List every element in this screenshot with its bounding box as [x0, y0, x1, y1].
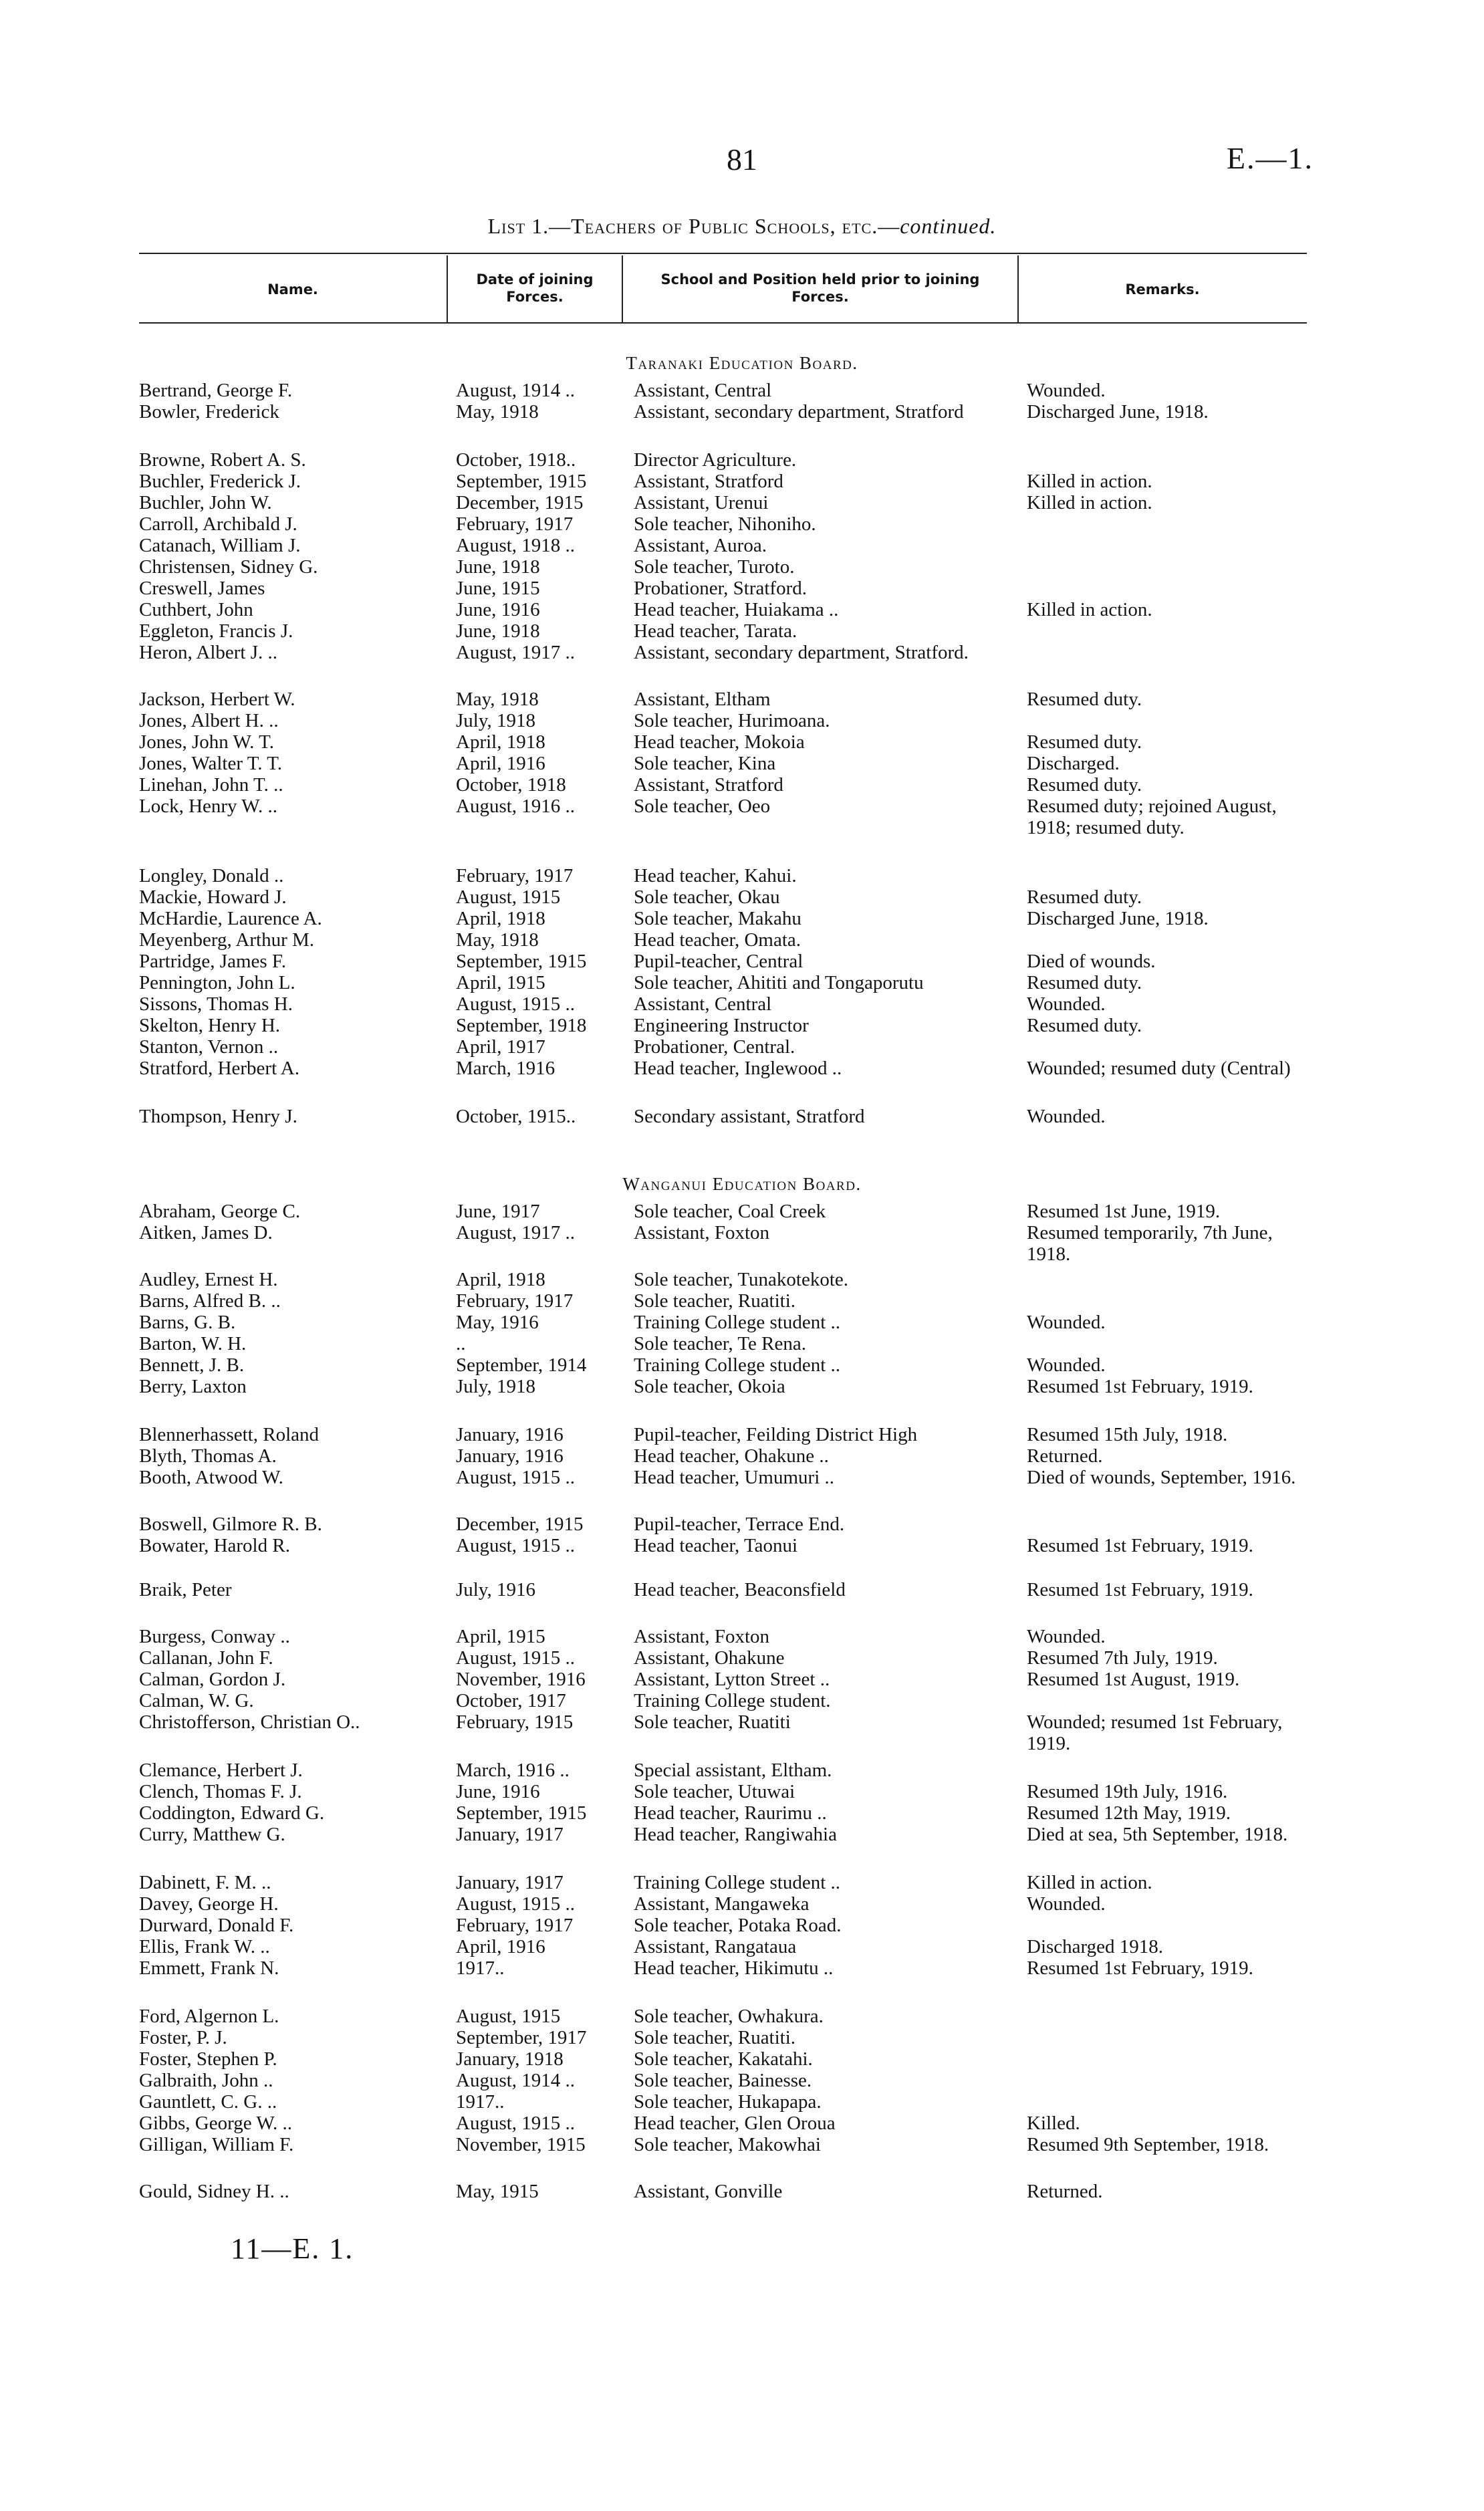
cell-date: May, 1916: [456, 1312, 539, 1333]
cell-date: August, 1918 ..: [456, 535, 576, 556]
column-header-name: Name.: [267, 281, 318, 297]
cell-date: November, 1915: [456, 2134, 586, 2155]
cell-date: August, 1916 ..: [456, 796, 576, 817]
cell-name: Meyenberg, Arthur M.: [139, 929, 315, 951]
cell-name: Calman, Gordon J.: [139, 1669, 286, 1690]
cell-date: October, 1917: [456, 1690, 566, 1711]
cell-date: August, 1915 ..: [456, 993, 576, 1015]
cell-name: Coddington, Edward G.: [139, 1802, 325, 1824]
cell-remarks: Wounded; resumed duty (Central): [1027, 1058, 1291, 1079]
cell-remarks: Resumed duty; rejoined August, 1918; resumed duty.: [1027, 796, 1277, 838]
cell-school: Head teacher, Ohakune ..: [634, 1445, 829, 1467]
cell-name: Jones, Walter T. T.: [139, 753, 283, 774]
cell-school: Assistant, secondary department, Stratford: [634, 401, 964, 423]
cell-school: Sole teacher, Okau: [634, 886, 780, 908]
cell-name: Calman, W. G.: [139, 1690, 254, 1711]
cell-remarks: Killed in action.: [1027, 492, 1152, 513]
cell-name: Ford, Algernon L.: [139, 2006, 279, 2027]
cell-school: Sole teacher, Ruatiti.: [634, 1290, 796, 1312]
cell-date: January, 1916: [456, 1424, 564, 1445]
cell-school: Assistant, Mangaweka: [634, 1893, 810, 1915]
column-header-date: [448, 271, 622, 306]
cell-school: Assistant, Central: [634, 993, 772, 1015]
cell-school: Assistant, Eltham: [634, 689, 771, 710]
list-title-main: List 1.—Teachers of Public Schools, etc.—: [487, 214, 900, 238]
cell-school: Head teacher, Raurimu ..: [634, 1802, 827, 1824]
cell-name: Gibbs, George W. ..: [139, 2113, 293, 2134]
cell-date: September, 1915: [456, 951, 587, 972]
page-number: 81: [727, 142, 757, 176]
cell-name: Bowater, Harold R.: [139, 1535, 290, 1556]
cell-remarks: Resumed duty.: [1027, 774, 1142, 796]
cell-school: Assistant, Urenui: [634, 492, 769, 513]
cell-remarks: Resumed 1st February, 1919.: [1027, 1579, 1253, 1600]
cell-date: January, 1917: [456, 1872, 564, 1893]
cell-school: Sole teacher, Coal Creek: [634, 1201, 826, 1222]
cell-school: Training College student ..: [634, 1312, 841, 1333]
cell-date: August, 1915: [456, 886, 561, 908]
cell-school: Probationer, Central.: [634, 1036, 795, 1058]
cell-date: February, 1917: [456, 1915, 574, 1936]
cell-school: Training College student ..: [634, 1354, 841, 1376]
cell-school: Sole teacher, Hukapapa.: [634, 2091, 822, 2113]
cell-remarks: Resumed duty.: [1027, 689, 1142, 710]
cell-date: April, 1916: [456, 753, 545, 774]
cell-school: Assistant, Stratford: [634, 471, 783, 492]
cell-date: November, 1916: [456, 1669, 586, 1690]
cell-date: February, 1917: [456, 1290, 574, 1312]
cell-remarks: Returned.: [1027, 1445, 1103, 1467]
cell-remarks: Resumed 1st August, 1919.: [1027, 1669, 1240, 1690]
cell-name: Linehan, John T. ..: [139, 774, 283, 796]
cell-school: Probationer, Stratford.: [634, 578, 807, 599]
cell-date: June, 1915: [456, 578, 540, 599]
cell-name: Barton, W. H.: [139, 1333, 247, 1354]
cell-name: Catanach, William J.: [139, 535, 301, 556]
cell-remarks: Resumed 15th July, 1918.: [1027, 1424, 1228, 1445]
cell-name: Boswell, Gilmore R. B.: [139, 1514, 322, 1535]
column-header-date-line1: Date of joining: [476, 271, 594, 287]
cell-date: June, 1918: [456, 556, 540, 578]
cell-name: Gilligan, William F.: [139, 2134, 294, 2155]
cell-remarks: Resumed duty.: [1027, 1015, 1142, 1036]
cell-date: August, 1915 ..: [456, 2113, 576, 2134]
cell-name: Longley, Donald ..: [139, 865, 284, 886]
cell-school: Head teacher, Rangiwahia: [634, 1824, 837, 1845]
cell-school: Sole teacher, Ahititi and Tongaporutu: [634, 972, 924, 993]
cell-school: Secondary assistant, Stratford: [634, 1106, 865, 1127]
cell-name: Foster, P. J.: [139, 2027, 227, 2048]
cell-date: April, 1916: [456, 1936, 545, 1957]
cell-name: Dabinett, F. M. ..: [139, 1872, 271, 1893]
cell-date: September, 1918: [456, 1015, 587, 1036]
cell-remarks: Resumed 1st February, 1919.: [1027, 1535, 1253, 1556]
cell-date: September, 1915: [456, 1802, 587, 1824]
cell-date: August, 1915 ..: [456, 1535, 576, 1556]
cell-date: September, 1917: [456, 2027, 587, 2048]
cell-date: August, 1914 ..: [456, 2070, 576, 2091]
cell-name: Buchler, John W.: [139, 492, 272, 513]
cell-remarks: Resumed 1st February, 1919.: [1027, 1376, 1253, 1397]
cell-name: Ellis, Frank W. ..: [139, 1936, 270, 1957]
cell-school: Sole teacher, Kakatahi.: [634, 2048, 813, 2070]
cell-name: Blyth, Thomas A.: [139, 1445, 277, 1467]
cell-name: Foster, Stephen P.: [139, 2048, 277, 2070]
column-header-remarks: Remarks.: [1125, 281, 1200, 297]
cell-school: Assistant, Central: [634, 380, 772, 401]
cell-name: Eggleton, Francis J.: [139, 620, 293, 642]
cell-school: Head teacher, Huiakama ..: [634, 599, 839, 620]
cell-date: August, 1917 ..: [456, 1222, 576, 1243]
cell-name: Audley, Ernest H.: [139, 1269, 278, 1290]
cell-school: Assistant, Gonville: [634, 2181, 783, 2202]
cell-name: Callanan, John F.: [139, 1647, 273, 1669]
cell-school: Sole teacher, Tunakotekote.: [634, 1269, 848, 1290]
cell-school: Head teacher, Omata.: [634, 929, 801, 951]
cell-date: August, 1915 ..: [456, 1647, 576, 1669]
cell-date: April, 1915: [456, 1626, 545, 1647]
cell-school: Assistant, Foxton: [634, 1222, 770, 1243]
list-title-continued: continued.: [900, 214, 997, 238]
cell-school: Sole teacher, Ruatiti: [634, 1711, 791, 1733]
cell-remarks: Discharged June, 1918.: [1027, 908, 1209, 929]
cell-date: September, 1914: [456, 1354, 587, 1376]
cell-date: June, 1918: [456, 620, 540, 642]
cell-name: Jones, Albert H. ..: [139, 710, 279, 731]
cell-name: Stanton, Vernon ..: [139, 1036, 279, 1058]
cell-date: February, 1917: [456, 865, 574, 886]
cell-school: Sole teacher, Bainesse.: [634, 2070, 812, 2091]
cell-school: Sole teacher, Utuwai: [634, 1781, 795, 1802]
cell-school: Director Agriculture.: [634, 449, 797, 471]
cell-date: October, 1918..: [456, 449, 576, 471]
cell-name: Curry, Matthew G.: [139, 1824, 285, 1845]
cell-remarks: Died of wounds, September, 1916.: [1027, 1467, 1296, 1488]
cell-date: April, 1915: [456, 972, 545, 993]
cell-name: Galbraith, John ..: [139, 2070, 273, 2091]
cell-school: Assistant, Lytton Street ..: [634, 1669, 830, 1690]
cell-school: Assistant, secondary department, Stratford.: [634, 642, 969, 663]
cell-name: Cuthbert, John: [139, 599, 253, 620]
cell-remarks: Discharged June, 1918.: [1027, 401, 1209, 423]
cell-remarks: Discharged.: [1027, 753, 1120, 774]
cell-school: Sole teacher, Makowhai: [634, 2134, 821, 2155]
cell-date: July, 1916: [456, 1579, 535, 1600]
cell-date: May, 1915: [456, 2181, 539, 2202]
table-top-rule: [139, 253, 1307, 254]
cell-remarks: Resumed duty.: [1027, 731, 1142, 753]
document-reference: E.—1.: [1226, 141, 1314, 175]
cell-name: Mackie, Howard J.: [139, 886, 287, 908]
cell-remarks: Returned.: [1027, 2181, 1103, 2202]
cell-remarks: Wounded.: [1027, 1106, 1106, 1127]
cell-date: 1917..: [456, 1957, 505, 1979]
cell-name: Gould, Sidney H. ..: [139, 2181, 289, 2202]
cell-name: Abraham, George C.: [139, 1201, 301, 1222]
cell-date: March, 1916 ..: [456, 1760, 570, 1781]
cell-school: Training College student.: [634, 1690, 831, 1711]
cell-remarks: Resumed 7th July, 1919.: [1027, 1647, 1218, 1669]
cell-date: January, 1918: [456, 2048, 564, 2070]
cell-remarks: Resumed 1st February, 1919.: [1027, 1957, 1253, 1979]
cell-school: Sole teacher, Potaka Road.: [634, 1915, 842, 1936]
cell-name: Heron, Albert J. ..: [139, 642, 277, 663]
cell-name: Lock, Henry W. ..: [139, 796, 277, 817]
cell-date: February, 1915: [456, 1711, 574, 1733]
cell-school: Assistant, Auroa.: [634, 535, 767, 556]
cell-date: June, 1917: [456, 1201, 540, 1222]
cell-remarks: Died of wounds.: [1027, 951, 1156, 972]
cell-remarks: Wounded.: [1027, 993, 1106, 1015]
cell-school: Head teacher, Tarata.: [634, 620, 797, 642]
cell-remarks: Wounded.: [1027, 380, 1106, 401]
cell-date: December, 1915: [456, 1514, 584, 1535]
cell-remarks: Killed.: [1027, 2113, 1080, 2134]
cell-date: August, 1915: [456, 2006, 561, 2027]
cell-name: Jones, John W. T.: [139, 731, 274, 753]
cell-name: Barns, Alfred B. ..: [139, 1290, 281, 1312]
cell-date: April, 1918: [456, 908, 545, 929]
cell-date: August, 1914 ..: [456, 380, 576, 401]
cell-name: Gauntlett, C. G. ..: [139, 2091, 277, 2113]
cell-school: Head teacher, Inglewood ..: [634, 1058, 842, 1079]
cell-date: January, 1917: [456, 1824, 564, 1845]
cell-date: April, 1918: [456, 731, 545, 753]
cell-name: Pennington, John L.: [139, 972, 295, 993]
cell-date: October, 1918: [456, 774, 566, 796]
cell-name: Aitken, James D.: [139, 1222, 273, 1243]
cell-date: April, 1917: [456, 1036, 545, 1058]
cell-name: Barns, G. B.: [139, 1312, 236, 1333]
cell-name: Berry, Laxton: [139, 1376, 247, 1397]
cell-school: Sole teacher, Te Rena.: [634, 1333, 806, 1354]
cell-school: Engineering Instructor: [634, 1015, 809, 1036]
cell-school: Assistant, Rangataua: [634, 1936, 797, 1957]
cell-date: 1917..: [456, 2091, 505, 2113]
cell-name: McHardie, Laurence A.: [139, 908, 322, 929]
cell-school: Sole teacher, Owhakura.: [634, 2006, 824, 2027]
cell-date: May, 1918: [456, 929, 539, 951]
cell-remarks: Wounded.: [1027, 1626, 1106, 1647]
cell-school: Special assistant, Eltham.: [634, 1760, 832, 1781]
cell-remarks: Killed in action.: [1027, 599, 1152, 620]
cell-remarks: Resumed 9th September, 1918.: [1027, 2134, 1269, 2155]
cell-school: Sole teacher, Nihoniho.: [634, 513, 816, 535]
cell-school: Head teacher, Umumuri ..: [634, 1467, 834, 1488]
cell-name: Booth, Atwood W.: [139, 1467, 283, 1488]
cell-date: May, 1918: [456, 689, 539, 710]
cell-name: Christofferson, Christian O..: [139, 1711, 360, 1733]
cell-name: Partridge, James F.: [139, 951, 286, 972]
cell-school: Sole teacher, Makahu: [634, 908, 801, 929]
column-header-school-line1: School and Position held prior to joining: [660, 271, 980, 287]
column-header-school: [623, 271, 1017, 306]
cell-school: Sole teacher, Oeo: [634, 796, 771, 817]
cell-school: Head teacher, Kahui.: [634, 865, 797, 886]
cell-school: Sole teacher, Ruatiti.: [634, 2027, 796, 2048]
cell-date: October, 1915..: [456, 1106, 576, 1127]
cell-date: June, 1916: [456, 599, 540, 620]
cell-date: January, 1916: [456, 1445, 564, 1467]
list-title: [0, 214, 1484, 239]
cell-date: May, 1918: [456, 401, 539, 423]
cell-school: Head teacher, Beaconsfield: [634, 1579, 846, 1600]
cell-school: Sole teacher, Kina: [634, 753, 776, 774]
cell-school: Pupil-teacher, Feilding District High: [634, 1424, 918, 1445]
cell-date: ..: [456, 1333, 466, 1354]
cell-school: Assistant, Ohakune: [634, 1647, 785, 1669]
cell-date: September, 1915: [456, 471, 587, 492]
cell-remarks: Wounded.: [1027, 1893, 1106, 1915]
cell-school: Sole teacher, Turoto.: [634, 556, 795, 578]
cell-name: Blennerhassett, Roland: [139, 1424, 320, 1445]
cell-name: Jackson, Herbert W.: [139, 689, 295, 710]
cell-school: Assistant, Foxton: [634, 1626, 770, 1647]
cell-remarks: Resumed duty.: [1027, 886, 1142, 908]
table-header-rule: [139, 322, 1307, 324]
cell-name: Braik, Peter: [139, 1579, 232, 1600]
cell-name: Bowler, Frederick: [139, 401, 279, 423]
cell-remarks: Resumed 19th July, 1916.: [1027, 1781, 1228, 1802]
cell-school: Pupil-teacher, Terrace End.: [634, 1514, 845, 1535]
cell-name: Bertrand, George F.: [139, 380, 293, 401]
cell-remarks: Wounded; resumed 1st February, 1919.: [1027, 1711, 1283, 1754]
cell-remarks: Resumed 12th May, 1919.: [1027, 1802, 1231, 1824]
cell-date: February, 1917: [456, 513, 574, 535]
cell-name: Skelton, Henry H.: [139, 1015, 281, 1036]
cell-name: Christensen, Sidney G.: [139, 556, 318, 578]
cell-remarks: Wounded.: [1027, 1354, 1106, 1376]
cell-date: June, 1916: [456, 1781, 540, 1802]
cell-school: Pupil-teacher, Central: [634, 951, 803, 972]
cell-school: Sole teacher, Hurimoana.: [634, 710, 830, 731]
section-title: Taranaki Education Board.: [626, 353, 858, 373]
cell-name: Stratford, Herbert A.: [139, 1058, 299, 1079]
cell-school: Head teacher, Hikimutu ..: [634, 1957, 834, 1979]
cell-remarks: Resumed duty.: [1027, 972, 1142, 993]
cell-school: Sole teacher, Okoia: [634, 1376, 785, 1397]
cell-name: Burgess, Conway ..: [139, 1626, 290, 1647]
cell-date: August, 1917 ..: [456, 642, 576, 663]
cell-name: Creswell, James: [139, 578, 265, 599]
cell-name: Carroll, Archibald J.: [139, 513, 297, 535]
cell-school: Head teacher, Glen Oroua: [634, 2113, 836, 2134]
cell-name: Clench, Thomas F. J.: [139, 1781, 302, 1802]
cell-date: April, 1918: [456, 1269, 545, 1290]
cell-date: August, 1915 ..: [456, 1893, 576, 1915]
cell-name: Browne, Robert A. S.: [139, 449, 306, 471]
cell-remarks: Discharged 1918.: [1027, 1936, 1164, 1957]
footer-reference: 11—E. 1.: [231, 2232, 354, 2265]
cell-school: Head teacher, Mokoia: [634, 731, 805, 753]
column-header-date-line2: Forces.: [506, 289, 564, 305]
cell-school: Assistant, Stratford: [634, 774, 783, 796]
cell-remarks: Wounded.: [1027, 1312, 1106, 1333]
cell-date: March, 1916: [456, 1058, 555, 1079]
column-header-school-line2: Forces.: [791, 289, 849, 305]
cell-name: Buchler, Frederick J.: [139, 471, 301, 492]
cell-date: July, 1918: [456, 710, 535, 731]
cell-name: Davey, George H.: [139, 1893, 279, 1915]
cell-remarks: Killed in action.: [1027, 471, 1152, 492]
cell-school: Head teacher, Taonui: [634, 1535, 798, 1556]
cell-school: Training College student ..: [634, 1872, 841, 1893]
cell-remarks: Died at sea, 5th September, 1918.: [1027, 1824, 1288, 1845]
cell-remarks: Killed in action.: [1027, 1872, 1152, 1893]
cell-date: July, 1918: [456, 1376, 535, 1397]
section-title: Wanganui Education Board.: [622, 1174, 862, 1194]
cell-name: Thompson, Henry J.: [139, 1106, 297, 1127]
cell-name: Emmett, Frank N.: [139, 1957, 279, 1979]
cell-remarks: Resumed temporarily, 7th June, 1918.: [1027, 1222, 1273, 1265]
cell-name: Bennett, J. B.: [139, 1354, 245, 1376]
cell-remarks: Resumed 1st June, 1919.: [1027, 1201, 1221, 1222]
cell-date: December, 1915: [456, 492, 584, 513]
cell-name: Clemance, Herbert J.: [139, 1760, 303, 1781]
cell-date: August, 1915 ..: [456, 1467, 576, 1488]
cell-name: Sissons, Thomas H.: [139, 993, 293, 1015]
cell-name: Durward, Donald F.: [139, 1915, 294, 1936]
